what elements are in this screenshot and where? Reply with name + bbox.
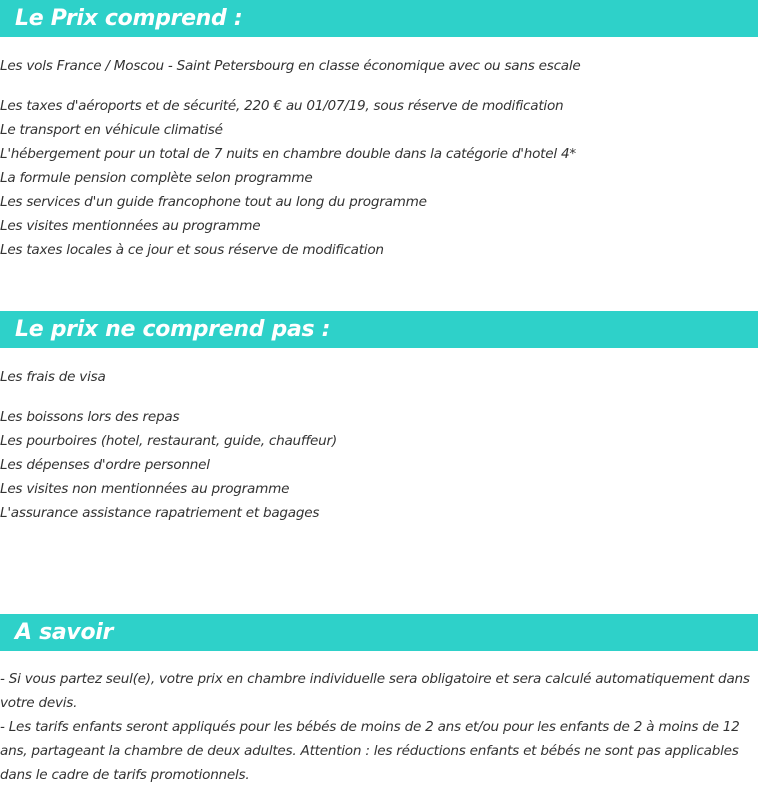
list-item: Les taxes d'aéroports et de sécurité, 220 € au 01/07/19, sous réserve de modification (0, 98, 564, 114)
included-list (0, 54, 758, 262)
list-item: Le transport en véhicule climatisé (0, 122, 223, 138)
list-item: Les dépenses d'ordre personnel (0, 457, 210, 473)
info-text (0, 667, 758, 787)
list-item: Les services d'un guide francophone tout au long du programme (0, 194, 427, 210)
section-header-included (0, 0, 758, 37)
list-item: Les taxes locales à ce jour et sous réserve de modification (0, 242, 384, 258)
list-item: Les frais de visa (0, 369, 106, 385)
list-item: Les vols France / Moscou - Saint Petersbourg en classe économique avec ou sans escale (0, 58, 581, 74)
list-item: La formule pension complète selon programme (0, 170, 313, 186)
excluded-list (0, 365, 758, 525)
info-paragraph-children: - Les tarifs enfants seront appliqués pour les bébés de moins de 2 ans et/ou pour les enfants de 2 à moins de 12 ans, partageant la chambre de deux adultes. Attention : les réductions enfants et bébés ne sont pas applicables dans le cadre de tarifs promotionnels. (0, 719, 740, 783)
list-item: Les boissons lors des repas (0, 409, 180, 425)
section-header-info (0, 614, 758, 651)
section-header-excluded (0, 311, 758, 348)
section-title-excluded: Le prix ne comprend pas : (15, 317, 331, 342)
section-title-info: A savoir (15, 620, 114, 645)
info-paragraph-solo: - Si vous partez seul(e), votre prix en chambre individuelle sera obligatoire et sera calculé automatiquement dans votre devis. (0, 671, 750, 711)
list-item: L'assurance assistance rapatriement et bagages (0, 505, 320, 521)
list-item: Les visites mentionnées au programme (0, 218, 261, 234)
section-title-included: Le Prix comprend : (15, 6, 243, 31)
list-item: L'hébergement pour un total de 7 nuits en chambre double dans la catégorie d'hotel 4* (0, 146, 576, 162)
list-item: Les pourboires (hotel, restaurant, guide, chauffeur) (0, 433, 337, 449)
list-item: Les visites non mentionnées au programme (0, 481, 290, 497)
